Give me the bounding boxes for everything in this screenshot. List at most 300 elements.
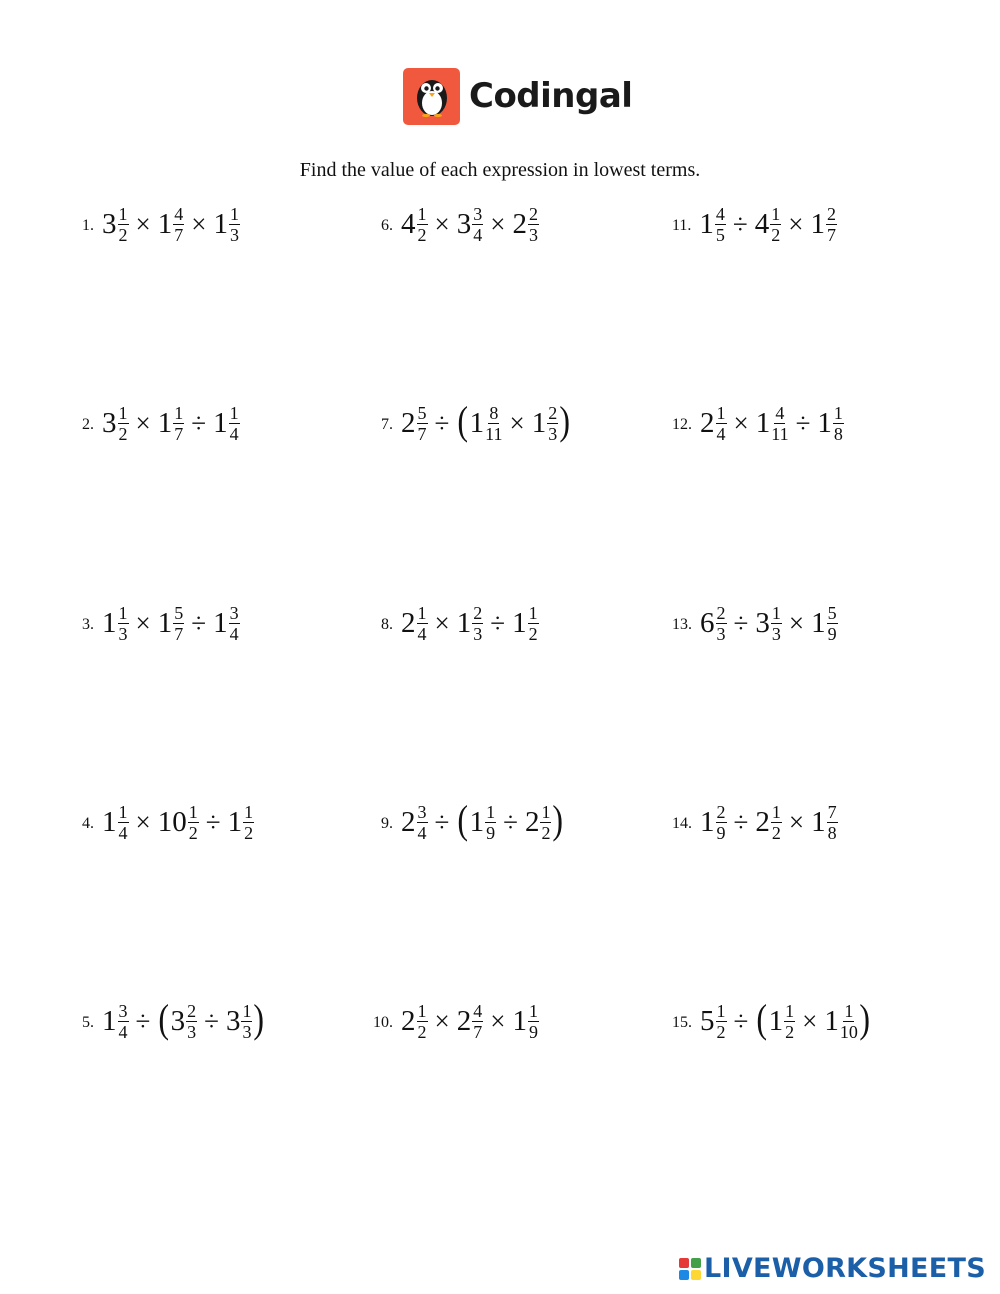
mixed-number — [810, 205, 837, 244]
problem-1 — [82, 199, 240, 249]
divide-operator: ÷ — [204, 1005, 219, 1036]
open-paren: ( — [457, 398, 469, 443]
numerator: 1 — [242, 1000, 252, 1021]
problem-number: 10. — [373, 1014, 393, 1031]
times-operator: × — [490, 1005, 506, 1036]
numerator: 2 — [716, 801, 726, 822]
mixed-number — [811, 604, 838, 643]
denominator: 9 — [716, 822, 726, 843]
denominator: 4 — [716, 423, 726, 444]
problem-number: 2. — [82, 416, 94, 433]
denominator: 3 — [242, 1021, 252, 1042]
whole-part: 2 — [401, 805, 416, 838]
expression — [700, 996, 871, 1042]
fraction — [417, 604, 428, 643]
mixed-number — [700, 803, 727, 842]
denominator: 3 — [118, 623, 128, 644]
brand-name: Codingal — [469, 76, 633, 116]
problem-number: 5. — [82, 1014, 94, 1031]
mixed-number — [457, 205, 484, 244]
whole-part: 3 — [102, 406, 117, 439]
expression — [102, 996, 266, 1042]
mixed-number — [457, 1002, 484, 1041]
problem-number: 4. — [82, 815, 94, 832]
times-operator: × — [434, 607, 450, 638]
denominator: 3 — [187, 1021, 197, 1042]
mixed-number — [532, 404, 559, 443]
numerator: 1 — [229, 402, 239, 423]
fraction — [547, 404, 558, 443]
whole-part: 1 — [512, 1004, 527, 1037]
denominator: 8 — [827, 822, 837, 843]
numerator: 1 — [541, 801, 551, 822]
numerator: 1 — [118, 402, 128, 423]
fraction — [229, 604, 240, 643]
numerator: 1 — [716, 1000, 726, 1021]
whole-part: 1 — [700, 805, 715, 838]
mixed-number — [457, 604, 484, 643]
mixed-number — [755, 604, 782, 643]
problem-number: 3. — [82, 616, 94, 633]
whole-part: 1 — [531, 406, 547, 439]
denominator: 7 — [417, 423, 427, 444]
fraction — [827, 803, 838, 842]
denominator: 7 — [826, 224, 836, 245]
divide-operator: ÷ — [503, 806, 518, 837]
denominator: 2 — [771, 224, 781, 245]
whole-part: 1 — [102, 606, 117, 639]
denominator: 4 — [417, 822, 427, 843]
whole-part: 2 — [401, 406, 416, 439]
fraction — [118, 1002, 129, 1041]
mixed-number — [470, 404, 503, 443]
numerator: 1 — [833, 402, 843, 423]
times-operator: × — [788, 208, 804, 239]
fraction — [485, 803, 496, 842]
fraction — [716, 604, 727, 643]
expression — [700, 404, 844, 443]
mixed-number — [102, 604, 129, 643]
denominator: 9 — [486, 822, 496, 843]
expression — [401, 604, 539, 643]
fraction — [771, 803, 782, 842]
numerator: 1 — [844, 1000, 854, 1021]
mixed-number — [213, 404, 240, 443]
denominator: 2 — [188, 822, 198, 843]
denominator: 9 — [528, 1021, 538, 1042]
problem-14 — [672, 797, 838, 847]
whole-part: 2 — [456, 1004, 472, 1037]
numerator: 1 — [716, 402, 726, 423]
whole-part: 3 — [225, 1004, 241, 1037]
fraction — [241, 1002, 252, 1041]
mixed-number — [824, 1002, 858, 1041]
whole-part: 1 — [755, 406, 771, 439]
mixed-number — [470, 803, 497, 842]
denominator: 8 — [833, 423, 843, 444]
fraction — [472, 604, 483, 643]
fraction — [229, 205, 240, 244]
numerator: 2 — [473, 602, 483, 623]
numerator: 1 — [118, 602, 128, 623]
fraction — [243, 803, 254, 842]
mixed-number — [755, 205, 782, 244]
denominator: 11 — [771, 423, 789, 444]
penguin-icon — [403, 68, 460, 125]
whole-part: 1 — [469, 805, 485, 838]
icon-square-green — [691, 1258, 701, 1268]
denominator: 7 — [174, 423, 184, 444]
expression — [102, 205, 240, 244]
mixed-number — [213, 205, 240, 244]
numerator: 3 — [473, 203, 483, 224]
numerator: 1 — [785, 1000, 795, 1021]
numerator: 1 — [528, 1000, 538, 1021]
denominator: 2 — [528, 623, 538, 644]
expression — [401, 205, 539, 244]
divide-operator: ÷ — [733, 607, 749, 638]
numerator: 2 — [187, 1000, 197, 1021]
times-operator: × — [788, 806, 805, 837]
whole-part: 1 — [157, 406, 173, 439]
mixed-number — [756, 404, 789, 443]
numerator: 4 — [775, 402, 785, 423]
numerator: 4 — [174, 203, 184, 224]
mixed-number — [769, 1002, 796, 1041]
numerator: 3 — [118, 1000, 128, 1021]
times-operator: × — [191, 208, 207, 239]
divide-operator: ÷ — [135, 1005, 151, 1036]
fraction — [472, 1002, 483, 1041]
expression — [700, 803, 838, 842]
divide-operator: ÷ — [191, 407, 207, 438]
numerator: 4 — [715, 203, 725, 224]
whole-part: 1 — [811, 606, 826, 639]
whole-part: 1 — [227, 805, 243, 838]
expression — [401, 1002, 539, 1041]
problem-8 — [381, 598, 539, 648]
times-operator: × — [788, 607, 805, 638]
mixed-number — [401, 604, 428, 643]
whole-part: 1 — [102, 1004, 117, 1037]
times-operator: × — [135, 407, 151, 438]
problem-12 — [672, 398, 844, 448]
problem-number: 14. — [672, 815, 692, 832]
footer-brand-name: LIVEWORKSHEETS — [703, 1253, 986, 1284]
denominator: 4 — [417, 623, 427, 644]
mixed-number — [401, 1002, 428, 1041]
mixed-number — [102, 803, 129, 842]
divide-operator: ÷ — [733, 806, 749, 837]
fraction — [173, 404, 184, 443]
denominator: 7 — [473, 1021, 483, 1042]
divide-operator: ÷ — [191, 607, 207, 638]
problem-number: 7. — [381, 416, 393, 433]
mixed-number — [700, 1002, 727, 1041]
expression — [102, 604, 240, 643]
liveworksheets-icon — [679, 1258, 701, 1280]
mixed-number — [401, 205, 428, 244]
fraction — [118, 205, 129, 244]
numerator: 2 — [826, 203, 836, 224]
fraction — [188, 803, 199, 842]
fraction — [528, 1002, 539, 1041]
whole-part: 1 — [456, 606, 472, 639]
numerator: 1 — [229, 203, 239, 224]
fraction — [528, 604, 539, 643]
whole-part: 3 — [755, 606, 770, 639]
mixed-number — [158, 604, 185, 643]
instructions: Find the value of each expression in lowest terms. — [299, 159, 701, 181]
denominator: 11 — [485, 423, 503, 444]
fraction — [716, 404, 727, 443]
problem-10 — [373, 996, 539, 1046]
whole-part: 1 — [213, 606, 228, 639]
numerator: 5 — [417, 402, 427, 423]
denominator: 9 — [827, 623, 837, 644]
fraction — [118, 803, 129, 842]
mixed-number — [512, 1002, 539, 1041]
close-paren: ) — [253, 996, 265, 1041]
whole-part: 2 — [401, 606, 416, 639]
whole-part: 10 — [157, 805, 187, 838]
close-paren: ) — [859, 996, 870, 1041]
numerator: 1 — [174, 402, 184, 423]
whole-part: 2 — [524, 805, 540, 838]
numerator: 3 — [417, 801, 427, 822]
divide-operator: ÷ — [733, 1005, 749, 1036]
close-paren: ) — [552, 797, 564, 842]
whole-part: 3 — [102, 207, 117, 240]
whole-part: 2 — [700, 406, 715, 439]
times-operator: × — [509, 407, 525, 438]
denominator: 7 — [174, 224, 184, 245]
mixed-number — [401, 803, 428, 842]
whole-part: 1 — [157, 207, 173, 240]
problem-number: 12. — [672, 416, 692, 433]
codingal-logo — [403, 67, 632, 125]
problem-number: 8. — [381, 616, 393, 633]
problem-number: 13. — [672, 616, 692, 633]
whole-part: 1 — [102, 805, 117, 838]
divide-operator: ÷ — [732, 208, 748, 239]
fraction — [770, 205, 781, 244]
denominator: 2 — [785, 1021, 795, 1042]
fraction — [716, 803, 727, 842]
problem-4 — [82, 797, 254, 847]
denominator: 10 — [839, 1021, 858, 1042]
numerator: 5 — [827, 602, 837, 623]
liveworksheets-logo — [679, 1253, 986, 1284]
mixed-number — [699, 205, 726, 244]
divide-operator: ÷ — [434, 407, 450, 438]
expression — [102, 404, 240, 443]
numerator: 1 — [771, 801, 781, 822]
mixed-number — [811, 803, 838, 842]
numerator: 1 — [417, 1000, 427, 1021]
fraction — [771, 604, 782, 643]
open-paren: ( — [457, 797, 469, 842]
expression — [401, 398, 572, 444]
denominator: 4 — [118, 1021, 128, 1042]
fraction — [528, 205, 539, 244]
numerator: 1 — [771, 602, 781, 623]
whole-part: 5 — [700, 1004, 715, 1037]
mixed-number — [512, 604, 539, 643]
whole-part: 1 — [811, 805, 826, 838]
numerator: 1 — [417, 203, 427, 224]
numerator: 5 — [174, 602, 184, 623]
whole-part: 4 — [754, 207, 770, 240]
fraction — [118, 404, 129, 443]
whole-part: 1 — [213, 406, 228, 439]
problem-7 — [381, 398, 572, 448]
mixed-number — [700, 604, 727, 643]
fraction — [417, 205, 428, 244]
numerator: 8 — [489, 402, 499, 423]
problem-2 — [82, 398, 240, 448]
numerator: 2 — [548, 402, 558, 423]
problem-number: 1. — [82, 217, 94, 234]
denominator: 3 — [528, 224, 538, 245]
mixed-number — [226, 1002, 253, 1041]
problem-number: 9. — [381, 815, 393, 832]
whole-part: 2 — [755, 805, 770, 838]
problem-13 — [672, 598, 838, 648]
mixed-number — [213, 604, 240, 643]
whole-part: 1 — [469, 406, 485, 439]
times-operator: × — [490, 208, 506, 239]
problem-number: 11. — [672, 217, 692, 234]
whole-part: 2 — [401, 1004, 416, 1037]
expression — [401, 797, 565, 843]
fraction — [173, 604, 184, 643]
divide-operator: ÷ — [490, 607, 506, 638]
numerator: 3 — [229, 602, 239, 623]
problem-11 — [672, 199, 837, 249]
denominator: 5 — [715, 224, 725, 245]
mixed-number — [512, 205, 539, 244]
denominator: 2 — [118, 423, 128, 444]
numerator: 7 — [827, 801, 837, 822]
fraction — [771, 404, 788, 443]
fraction — [715, 205, 726, 244]
numerator: 1 — [188, 801, 198, 822]
numerator: 1 — [528, 602, 538, 623]
fraction — [540, 803, 551, 842]
times-operator: × — [434, 208, 450, 239]
denominator: 2 — [118, 224, 128, 245]
whole-part: 1 — [817, 406, 832, 439]
whole-part: 2 — [512, 207, 527, 240]
numerator: 1 — [118, 203, 128, 224]
problem-6 — [381, 199, 539, 249]
mixed-number — [700, 404, 727, 443]
fraction — [186, 1002, 197, 1041]
fraction — [472, 205, 483, 244]
fraction — [118, 604, 129, 643]
mixed-number — [102, 1002, 129, 1041]
whole-part: 3 — [170, 1004, 186, 1037]
fraction — [840, 1002, 858, 1041]
denominator: 2 — [417, 1021, 427, 1042]
denominator: 2 — [417, 224, 427, 245]
divide-operator: ÷ — [434, 806, 450, 837]
problem-3 — [82, 598, 240, 648]
denominator: 4 — [229, 623, 239, 644]
times-operator: × — [135, 208, 151, 239]
open-paren: ( — [158, 996, 170, 1041]
fraction — [827, 604, 838, 643]
denominator: 3 — [548, 423, 558, 444]
mixed-number — [158, 803, 199, 842]
expression — [699, 205, 837, 244]
numerator: 1 — [244, 801, 254, 822]
problem-9 — [381, 797, 565, 847]
whole-part: 1 — [768, 1004, 784, 1037]
fraction — [417, 404, 428, 443]
fraction — [784, 1002, 795, 1041]
whole-part: 1 — [810, 207, 825, 240]
numerator: 1 — [771, 203, 781, 224]
icon-square-blue — [679, 1270, 689, 1280]
mixed-number — [817, 404, 844, 443]
mixed-number — [171, 1002, 198, 1041]
whole-part: 1 — [824, 1004, 839, 1037]
fraction — [417, 803, 428, 842]
numerator: 1 — [417, 602, 427, 623]
whole-part: 3 — [456, 207, 472, 240]
problem-15 — [672, 996, 871, 1046]
denominator: 7 — [174, 623, 184, 644]
problem-number: 15. — [672, 1014, 692, 1031]
divide-operator: ÷ — [795, 407, 811, 438]
fraction — [716, 1002, 727, 1041]
mixed-number — [525, 803, 552, 842]
numerator: 4 — [473, 1000, 483, 1021]
problem-number: 6. — [381, 217, 393, 234]
denominator: 3 — [716, 623, 726, 644]
mixed-number — [158, 404, 185, 443]
denominator: 3 — [771, 623, 781, 644]
whole-part: 1 — [213, 207, 228, 240]
expression — [700, 604, 838, 643]
denominator: 4 — [473, 224, 483, 245]
numerator: 2 — [716, 602, 726, 623]
icon-square-red — [679, 1258, 689, 1268]
numerator: 1 — [118, 801, 128, 822]
fraction — [485, 404, 502, 443]
numerator: 1 — [486, 801, 496, 822]
whole-part: 6 — [700, 606, 715, 639]
fraction — [833, 404, 844, 443]
times-operator: × — [802, 1005, 818, 1036]
fraction — [417, 1002, 428, 1041]
mixed-number — [755, 803, 782, 842]
denominator: 2 — [541, 822, 551, 843]
denominator: 3 — [229, 224, 239, 245]
divide-operator: ÷ — [205, 806, 221, 837]
mixed-number — [228, 803, 255, 842]
mixed-number — [401, 404, 428, 443]
times-operator: × — [135, 806, 151, 837]
denominator: 2 — [716, 1021, 726, 1042]
times-operator: × — [434, 1005, 450, 1036]
denominator: 4 — [118, 822, 128, 843]
denominator: 2 — [771, 822, 781, 843]
expression — [102, 803, 254, 842]
close-paren: ) — [559, 398, 571, 443]
